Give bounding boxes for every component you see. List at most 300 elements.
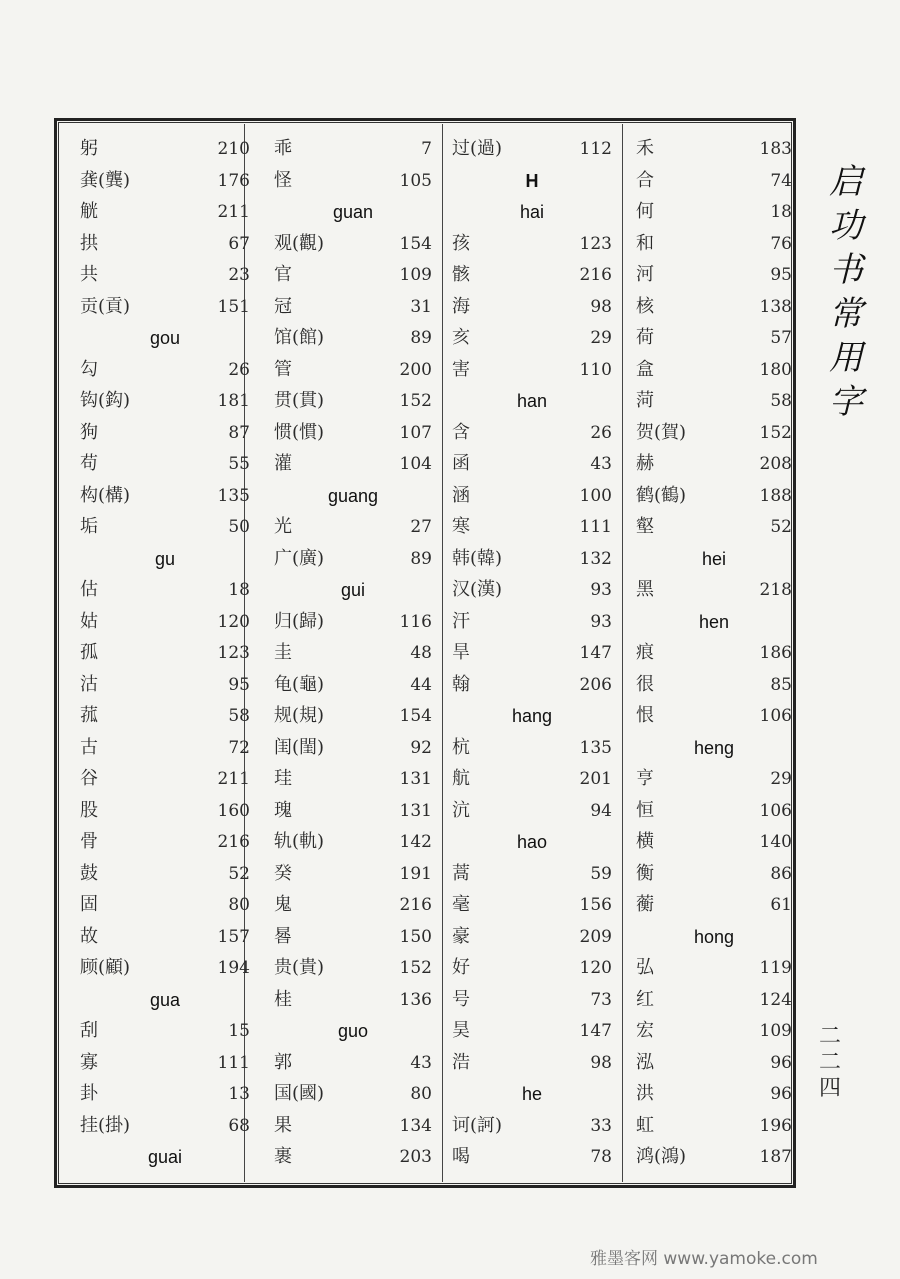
entry-page-number: 61 bbox=[770, 895, 792, 915]
pinyin-heading bbox=[452, 166, 612, 196]
index-entry bbox=[636, 638, 792, 668]
column-divider bbox=[622, 124, 623, 1182]
index-entry bbox=[636, 229, 792, 259]
entry-page-number: 135 bbox=[579, 737, 612, 758]
index-entry bbox=[80, 1048, 250, 1078]
entry-page-number: 131 bbox=[399, 769, 432, 789]
entry-page-number: 44 bbox=[410, 674, 432, 695]
entry-page-number: 180 bbox=[759, 359, 792, 380]
entry-page-number: 98 bbox=[590, 296, 612, 317]
index-entry bbox=[636, 670, 792, 700]
index-entry bbox=[452, 764, 612, 794]
entry-character: 垢 bbox=[80, 516, 98, 537]
pinyin-heading-text: hang bbox=[511, 706, 553, 726]
entry-character: 汗 bbox=[452, 610, 470, 632]
entry-character: 鼓 bbox=[80, 862, 98, 884]
entry-page-number: 43 bbox=[590, 454, 612, 474]
pinyin-heading bbox=[452, 1079, 612, 1109]
index-entry bbox=[80, 953, 250, 983]
index-entry bbox=[636, 134, 792, 164]
pinyin-heading-text: gua bbox=[149, 989, 181, 1010]
entry-page-number: 29 bbox=[770, 769, 792, 789]
pinyin-heading-text: hai bbox=[519, 202, 545, 222]
index-entry bbox=[452, 1016, 612, 1046]
entry-page-number: 76 bbox=[770, 233, 792, 254]
entry-character: 勾 bbox=[80, 358, 98, 380]
entry-character: 昊 bbox=[452, 1020, 470, 1041]
side-title-char: 用 bbox=[829, 338, 863, 378]
pinyin-heading-text: hao bbox=[516, 832, 548, 852]
index-entry bbox=[636, 1079, 792, 1109]
pinyin-heading bbox=[274, 197, 432, 227]
index-entry bbox=[452, 512, 612, 542]
pinyin-heading-text: hen bbox=[698, 611, 730, 632]
entry-character: 函 bbox=[452, 453, 470, 474]
entry-character: 壑 bbox=[636, 516, 654, 537]
index-entry bbox=[452, 985, 612, 1015]
entry-page-number: 203 bbox=[399, 1147, 432, 1167]
entry-page-number: 191 bbox=[399, 863, 432, 884]
pinyin-heading-text: he bbox=[521, 1084, 543, 1104]
entry-character: 估 bbox=[80, 579, 98, 600]
entry-page-number: 67 bbox=[228, 233, 250, 254]
index-entry bbox=[636, 1048, 792, 1078]
entry-page-number: 134 bbox=[399, 1115, 432, 1136]
index-entry bbox=[274, 733, 432, 763]
index-entry bbox=[636, 386, 792, 416]
entry-page-number: 218 bbox=[759, 580, 792, 600]
index-entry bbox=[274, 607, 432, 637]
index-entry bbox=[452, 1048, 612, 1078]
entry-page-number: 209 bbox=[579, 926, 612, 947]
entry-page-number: 29 bbox=[590, 328, 612, 348]
entry-character: 衡 bbox=[636, 862, 654, 884]
index-entry bbox=[636, 859, 792, 889]
index-entry bbox=[80, 575, 250, 605]
pinyin-heading-text: gou bbox=[149, 328, 181, 348]
entry-character: 归(歸) bbox=[274, 610, 325, 632]
index-entry bbox=[80, 922, 250, 952]
index-entry bbox=[452, 481, 612, 511]
index-entry bbox=[274, 1111, 432, 1141]
entry-page-number: 58 bbox=[770, 391, 792, 411]
pinyin-heading bbox=[636, 733, 792, 763]
entry-character: 荷 bbox=[636, 327, 654, 348]
entry-character: 闺(閨) bbox=[274, 736, 325, 758]
entry-page-number: 48 bbox=[410, 643, 432, 663]
entry-character: 管 bbox=[274, 358, 292, 380]
index-entry bbox=[636, 197, 792, 227]
entry-character: 苟 bbox=[80, 453, 98, 474]
entry-character: 寡 bbox=[80, 1051, 98, 1073]
index-entry bbox=[80, 733, 250, 763]
index-entry bbox=[274, 953, 432, 983]
entry-page-number: 109 bbox=[399, 265, 432, 285]
index-entry bbox=[80, 827, 250, 857]
index-entry bbox=[274, 229, 432, 259]
entry-character: 害 bbox=[452, 358, 470, 380]
page-number bbox=[812, 1024, 848, 1102]
entry-character: 癸 bbox=[274, 862, 292, 884]
index-entry bbox=[636, 292, 792, 322]
pinyin-heading bbox=[636, 607, 792, 637]
entry-character: 恨 bbox=[636, 705, 654, 726]
entry-character: 裹 bbox=[274, 1146, 292, 1167]
pinyin-heading-text: guan bbox=[332, 202, 374, 222]
entry-page-number: 68 bbox=[228, 1115, 250, 1136]
index-entry bbox=[80, 134, 250, 164]
entry-page-number: 147 bbox=[579, 643, 612, 663]
index-entry bbox=[636, 449, 792, 479]
entry-character: 何 bbox=[636, 201, 654, 222]
entry-page-number: 26 bbox=[228, 359, 250, 380]
pinyin-heading bbox=[636, 544, 792, 574]
entry-character: 菰 bbox=[80, 705, 98, 726]
side-title-char: 书 bbox=[829, 250, 863, 290]
entry-page-number: 50 bbox=[228, 517, 250, 537]
pinyin-heading bbox=[274, 575, 432, 605]
entry-page-number: 57 bbox=[770, 328, 792, 348]
entry-character: 官 bbox=[274, 264, 292, 285]
entry-page-number: 52 bbox=[228, 863, 250, 884]
entry-character: 核 bbox=[636, 295, 654, 317]
entry-character: 豪 bbox=[452, 925, 470, 947]
entry-character: 贺(賀) bbox=[636, 421, 687, 443]
entry-character: 沆 bbox=[452, 799, 470, 821]
entry-page-number: 131 bbox=[399, 800, 432, 821]
pinyin-heading-text: hei bbox=[701, 548, 727, 569]
entry-page-number: 23 bbox=[228, 265, 250, 285]
entry-page-number: 92 bbox=[410, 737, 432, 758]
entry-page-number: 188 bbox=[759, 485, 792, 506]
entry-page-number: 138 bbox=[759, 296, 792, 317]
pinyin-heading bbox=[274, 481, 432, 511]
entry-character: 骨 bbox=[80, 831, 98, 852]
index-entry bbox=[80, 1111, 250, 1141]
index-entry bbox=[452, 418, 612, 448]
entry-page-number: 94 bbox=[590, 800, 612, 821]
entry-page-number: 78 bbox=[590, 1147, 612, 1167]
index-entry bbox=[274, 1142, 432, 1172]
index-entry bbox=[452, 733, 612, 763]
index-entry bbox=[636, 701, 792, 731]
entry-page-number: 156 bbox=[579, 895, 612, 915]
entry-page-number: 160 bbox=[217, 800, 250, 821]
entry-page-number: 216 bbox=[217, 832, 250, 852]
index-entry bbox=[452, 922, 612, 952]
pinyin-heading-text: H bbox=[525, 170, 539, 191]
entry-character: 龟(龜) bbox=[274, 673, 325, 695]
entry-page-number: 183 bbox=[759, 139, 792, 159]
index-entry bbox=[80, 449, 250, 479]
pinyin-heading bbox=[452, 701, 612, 731]
entry-character: 轨(軌) bbox=[274, 831, 325, 852]
index-entry bbox=[452, 607, 612, 637]
entry-character: 挂(掛) bbox=[80, 1114, 131, 1136]
entry-page-number: 200 bbox=[399, 359, 432, 380]
entry-character: 含 bbox=[452, 421, 470, 443]
entry-character: 恒 bbox=[636, 799, 654, 821]
pinyin-heading bbox=[80, 1142, 250, 1172]
entry-page-number: 73 bbox=[590, 989, 612, 1010]
entry-character: 贯(貫) bbox=[274, 390, 325, 411]
entry-page-number: 116 bbox=[399, 611, 432, 632]
page-number-char: 四 bbox=[818, 1076, 841, 1101]
entry-character: 姑 bbox=[80, 610, 98, 632]
entry-page-number: 89 bbox=[410, 548, 432, 569]
entry-character: 瑰 bbox=[274, 799, 292, 821]
index-entry bbox=[80, 229, 250, 259]
index-entry bbox=[274, 134, 432, 164]
entry-page-number: 119 bbox=[759, 958, 792, 978]
entry-character: 蘅 bbox=[636, 894, 654, 915]
entry-character: 怪 bbox=[274, 169, 292, 191]
index-entry bbox=[274, 323, 432, 353]
index-entry bbox=[274, 544, 432, 574]
index-entry bbox=[80, 607, 250, 637]
entry-character: 沽 bbox=[80, 673, 98, 695]
entry-page-number: 43 bbox=[410, 1052, 432, 1073]
index-entry bbox=[636, 764, 792, 794]
index-entry bbox=[636, 481, 792, 511]
entry-character: 虹 bbox=[636, 1114, 654, 1136]
entry-character: 宏 bbox=[636, 1020, 654, 1041]
index-entry bbox=[636, 418, 792, 448]
entry-page-number: 152 bbox=[399, 391, 432, 411]
index-entry bbox=[274, 512, 432, 542]
column-divider bbox=[442, 124, 443, 1182]
entry-character: 骸 bbox=[452, 264, 470, 285]
entry-character: 股 bbox=[80, 799, 98, 821]
entry-page-number: 142 bbox=[399, 832, 432, 852]
entry-page-number: 15 bbox=[228, 1021, 250, 1041]
entry-page-number: 58 bbox=[228, 706, 250, 726]
entry-page-number: 95 bbox=[228, 674, 250, 695]
entry-page-number: 216 bbox=[579, 265, 612, 285]
index-entry bbox=[452, 292, 612, 322]
entry-page-number: 123 bbox=[217, 643, 250, 663]
entry-character: 乖 bbox=[274, 138, 292, 159]
entry-page-number: 31 bbox=[410, 296, 432, 317]
index-entry bbox=[636, 796, 792, 826]
entry-page-number: 120 bbox=[217, 611, 250, 632]
entry-character: 海 bbox=[452, 295, 470, 317]
index-entry bbox=[452, 323, 612, 353]
side-title-char: 功 bbox=[829, 206, 863, 246]
pinyin-heading-text: han bbox=[516, 391, 548, 411]
index-entry bbox=[452, 1111, 612, 1141]
index-entry bbox=[80, 890, 250, 920]
entry-page-number: 196 bbox=[759, 1115, 792, 1136]
entry-page-number: 206 bbox=[579, 674, 612, 695]
pinyin-heading-text: guang bbox=[327, 485, 379, 506]
side-title-char: 启 bbox=[829, 162, 863, 202]
entry-page-number: 18 bbox=[228, 580, 250, 600]
index-entry bbox=[636, 985, 792, 1015]
entry-page-number: 93 bbox=[590, 580, 612, 600]
entry-page-number: 135 bbox=[217, 485, 250, 506]
entry-character: 很 bbox=[636, 673, 654, 695]
index-entry bbox=[274, 418, 432, 448]
index-entry bbox=[274, 1079, 432, 1109]
entry-page-number: 150 bbox=[399, 926, 432, 947]
entry-page-number: 181 bbox=[217, 391, 250, 411]
index-entry bbox=[452, 134, 612, 164]
entry-character: 馆(館) bbox=[274, 327, 325, 348]
side-title-char: 常 bbox=[829, 294, 863, 334]
entry-page-number: 211 bbox=[217, 769, 250, 789]
index-entry bbox=[80, 1016, 250, 1046]
entry-page-number: 85 bbox=[770, 674, 792, 695]
pinyin-heading bbox=[80, 985, 250, 1015]
entry-character: 诃(訶) bbox=[452, 1114, 503, 1136]
index-entry bbox=[274, 355, 432, 385]
pinyin-heading bbox=[452, 827, 612, 857]
index-entry bbox=[274, 292, 432, 322]
index-entry bbox=[636, 323, 792, 353]
entry-character: 毫 bbox=[452, 894, 470, 915]
entry-character: 孩 bbox=[452, 232, 470, 254]
pinyin-heading-text: gu bbox=[154, 548, 176, 569]
entry-character: 号 bbox=[452, 988, 470, 1010]
entry-page-number: 112 bbox=[579, 139, 612, 159]
index-entry bbox=[274, 260, 432, 290]
index-entry bbox=[452, 544, 612, 574]
entry-page-number: 74 bbox=[770, 170, 792, 191]
entry-character: 刮 bbox=[80, 1020, 98, 1041]
entry-page-number: 13 bbox=[228, 1084, 250, 1104]
entry-page-number: 176 bbox=[217, 170, 250, 191]
entry-character: 孤 bbox=[80, 642, 98, 663]
index-entry bbox=[636, 512, 792, 542]
index-entry bbox=[452, 229, 612, 259]
entry-character: 和 bbox=[636, 232, 654, 254]
entry-character: 故 bbox=[80, 925, 98, 947]
entry-character: 贡(貢) bbox=[80, 295, 131, 317]
index-entry bbox=[80, 796, 250, 826]
entry-character: 灌 bbox=[274, 453, 292, 474]
entry-page-number: 72 bbox=[228, 737, 250, 758]
index-entry bbox=[636, 1111, 792, 1141]
side-title-char: 字 bbox=[829, 382, 863, 422]
entry-character: 鹤(鶴) bbox=[636, 484, 687, 506]
entry-page-number: 136 bbox=[399, 989, 432, 1010]
entry-character: 涵 bbox=[452, 484, 470, 506]
entry-character: 翰 bbox=[452, 673, 470, 695]
entry-page-number: 216 bbox=[399, 895, 432, 915]
index-entry bbox=[452, 638, 612, 668]
entry-page-number: 187 bbox=[759, 1147, 792, 1167]
entry-character: 光 bbox=[274, 516, 292, 537]
index-entry bbox=[80, 418, 250, 448]
entry-character: 观(觀) bbox=[274, 232, 325, 254]
entry-page-number: 132 bbox=[579, 548, 612, 569]
entry-page-number: 80 bbox=[410, 1084, 432, 1104]
entry-character: 惯(慣) bbox=[274, 421, 325, 443]
index-entry bbox=[452, 670, 612, 700]
index-entry bbox=[636, 1142, 792, 1172]
index-entry bbox=[452, 260, 612, 290]
entry-character: 好 bbox=[452, 957, 470, 978]
entry-page-number: 154 bbox=[399, 233, 432, 254]
entry-character: 觥 bbox=[80, 201, 98, 222]
index-entry bbox=[274, 449, 432, 479]
index-entry bbox=[636, 1016, 792, 1046]
entry-character: 果 bbox=[274, 1114, 292, 1136]
index-entry bbox=[274, 386, 432, 416]
entry-character: 亥 bbox=[452, 327, 470, 348]
entry-page-number: 123 bbox=[579, 233, 612, 254]
index-entry bbox=[80, 638, 250, 668]
index-entry bbox=[452, 1142, 612, 1172]
entry-page-number: 52 bbox=[770, 517, 792, 537]
entry-character: 亨 bbox=[636, 768, 654, 789]
entry-page-number: 147 bbox=[579, 1021, 612, 1041]
index-entry bbox=[80, 292, 250, 322]
entry-character: 浩 bbox=[452, 1051, 470, 1073]
index-entry bbox=[80, 355, 250, 385]
entry-page-number: 93 bbox=[590, 611, 612, 632]
page-number-char: 二 bbox=[818, 1024, 841, 1049]
entry-character: 桂 bbox=[274, 988, 292, 1010]
index-entry bbox=[80, 859, 250, 889]
entry-character: 杭 bbox=[452, 736, 470, 758]
entry-character: 卦 bbox=[80, 1083, 98, 1104]
index-entry bbox=[274, 890, 432, 920]
entry-page-number: 33 bbox=[590, 1115, 612, 1136]
index-entry bbox=[274, 922, 432, 952]
pinyin-heading bbox=[636, 922, 792, 952]
index-entry bbox=[274, 670, 432, 700]
entry-page-number: 106 bbox=[759, 706, 792, 726]
index-entry bbox=[274, 701, 432, 731]
index-entry bbox=[452, 859, 612, 889]
entry-page-number: 89 bbox=[410, 328, 432, 348]
entry-character: 寒 bbox=[452, 516, 470, 537]
entry-character: 规(規) bbox=[274, 705, 325, 726]
entry-character: 古 bbox=[80, 736, 98, 758]
entry-page-number: 152 bbox=[399, 958, 432, 978]
entry-character: 洪 bbox=[636, 1083, 654, 1104]
index-entry bbox=[452, 796, 612, 826]
pinyin-heading-text: hong bbox=[693, 926, 735, 947]
pinyin-heading-text: guo bbox=[337, 1021, 369, 1041]
entry-page-number: 140 bbox=[759, 832, 792, 852]
entry-page-number: 80 bbox=[228, 895, 250, 915]
index-entry bbox=[80, 764, 250, 794]
entry-character: 鬼 bbox=[274, 894, 292, 915]
entry-character: 航 bbox=[452, 768, 470, 789]
index-entry bbox=[80, 481, 250, 511]
entry-character: 圭 bbox=[274, 642, 292, 663]
entry-character: 谷 bbox=[80, 768, 98, 789]
entry-character: 痕 bbox=[636, 642, 654, 663]
entry-character: 泓 bbox=[636, 1051, 654, 1073]
entry-page-number: 59 bbox=[590, 863, 612, 884]
index-entry bbox=[80, 386, 250, 416]
entry-page-number: 100 bbox=[579, 485, 612, 506]
entry-page-number: 111 bbox=[217, 1052, 250, 1073]
index-entry bbox=[636, 355, 792, 385]
entry-page-number: 86 bbox=[770, 863, 792, 884]
index-entry bbox=[80, 260, 250, 290]
entry-character: 构(構) bbox=[80, 484, 131, 506]
index-entry bbox=[80, 670, 250, 700]
entry-page-number: 110 bbox=[579, 359, 612, 380]
entry-character: 蒿 bbox=[452, 862, 470, 884]
entry-page-number: 111 bbox=[579, 517, 612, 537]
page-number-char: 二 bbox=[818, 1050, 841, 1075]
